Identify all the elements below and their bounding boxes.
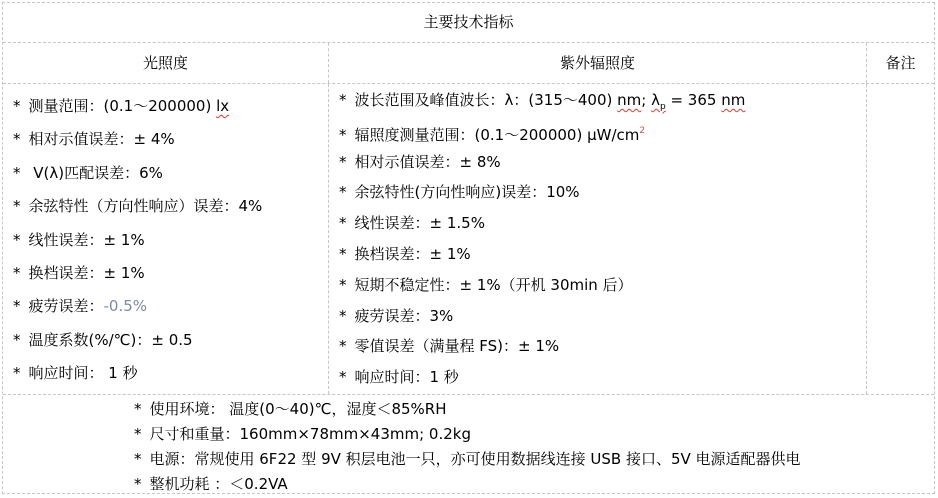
header-cell-illuminance [3, 43, 328, 83]
spec-item-text: 相对示值误差：± 8% [354, 152, 501, 171]
spec-body-row [3, 83, 934, 394]
spec-item-text: 响应时间：1 秒 [354, 368, 459, 387]
spec-item-text: 余弦特性（方向性响应）误差：4% [28, 197, 263, 216]
remarks-column-label: 备注 [885, 54, 916, 72]
bullet-asterisk: * [339, 368, 347, 387]
bullet-asterisk: * [13, 197, 21, 216]
bullet-asterisk: * [339, 183, 347, 202]
spec-item [339, 85, 866, 116]
spec-item-text: 电源：常规使用 6F22 型 9V 积层电池一只，亦可使用数据线连接 USB 接口、5V 电源适配器供电 [149, 450, 801, 468]
page-title: 主要技术指标 [423, 13, 514, 31]
bullet-asterisk: * [13, 297, 21, 316]
spec-item-text: 尺寸和重量：160mm×78mm×43mm; 0.2kg [149, 425, 471, 443]
spec-item-text: 短期不稳定性：± 1%（开机 30min 后） [354, 275, 633, 294]
spec-item [339, 331, 866, 362]
spec-item-text: lx [216, 97, 230, 115]
general-spec-row [3, 394, 934, 493]
general-spec-list [3, 395, 934, 497]
spec-item [134, 447, 934, 472]
spec-item-text: nm [617, 91, 642, 109]
header-cell-remarks [866, 43, 934, 83]
bullet-asterisk: * [339, 337, 347, 356]
spec-item [339, 239, 866, 270]
bullet-asterisk: * [13, 330, 21, 349]
table-title-row [3, 3, 934, 42]
spec-item-text: λ [651, 91, 660, 109]
uv-cell [328, 84, 866, 394]
spec-item-text: 温度系数(%/℃)：± 0.5 [28, 330, 193, 349]
uv-spec-list [329, 84, 866, 393]
spec-item [134, 422, 934, 447]
spec-item [13, 224, 328, 257]
bullet-asterisk: * [339, 91, 347, 109]
spec-item [13, 324, 328, 357]
spec-item-text: p [659, 102, 666, 112]
spec-item [13, 123, 328, 156]
uv-column-label: 紫外辐照度 [559, 54, 635, 72]
bullet-asterisk: * [134, 425, 142, 443]
bullet-asterisk: * [134, 400, 142, 418]
bullet-asterisk: * [339, 214, 347, 233]
spec-item-text: V(λ)匹配误差：6% [28, 163, 163, 182]
spec-item-text: 辐照度测量范围：(0.1～200000) μW/cm [354, 125, 640, 144]
spec-item-text: nm [721, 91, 746, 109]
spec-item [13, 90, 328, 123]
bullet-asterisk: * [339, 275, 347, 294]
spec-item-text: 测量范围：(0.1～200000) [28, 97, 217, 115]
illuminance-spec-list [3, 84, 328, 391]
remarks-cell [866, 84, 934, 394]
illuminance-column-label: 光照度 [142, 54, 188, 72]
spec-item-text: 疲劳误差： [28, 297, 104, 316]
spec-item-text: 波长范围及峰值波长：λ：(315～400) [354, 91, 618, 109]
spec-item [13, 157, 328, 190]
spec-item [339, 301, 866, 332]
bullet-asterisk: * [339, 125, 347, 144]
spec-item-text: 2 [639, 125, 646, 136]
spec-item-text: 零值误差（满量程 FS)：± 1% [354, 337, 560, 356]
illuminance-cell [3, 84, 328, 394]
spec-item-text: 使用环境： 温度(0～40)℃，湿度＜85%RH [149, 400, 447, 418]
spec-item [339, 208, 866, 239]
spec-item-text: 相对示值误差：± 4% [28, 130, 175, 149]
spec-item-text: 整机功耗 ：＜0.2VA [149, 475, 288, 493]
bullet-asterisk: * [134, 475, 142, 493]
bullet-asterisk: * [134, 450, 142, 468]
bullet-asterisk: * [339, 306, 347, 325]
spec-item-text: 响应时间： 1 秒 [28, 364, 138, 383]
header-cell-uv [328, 43, 866, 83]
spec-item [13, 357, 328, 390]
spec-item [13, 290, 328, 323]
spec-table [2, 2, 935, 494]
bullet-asterisk: * [339, 152, 347, 171]
spec-item-text: ; [641, 91, 652, 109]
spec-item-text: 余弦特性(方向性响应)误差：10% [354, 183, 580, 202]
bullet-asterisk: * [13, 263, 21, 282]
bullet-asterisk: * [13, 130, 21, 149]
spec-item [134, 472, 934, 497]
spec-item [339, 270, 866, 301]
bullet-asterisk: * [13, 230, 21, 249]
spec-item-text: 换档误差：± 1% [354, 244, 471, 263]
spec-item [339, 116, 866, 147]
bullet-asterisk: * [13, 364, 21, 383]
spec-item-text: = 365 [665, 91, 722, 109]
spec-item [339, 147, 866, 178]
column-header-row [3, 42, 934, 83]
spec-item-text: 线性误差：± 1% [28, 230, 145, 249]
spec-item [339, 177, 866, 208]
spec-item-text: 线性误差：± 1.5% [354, 214, 485, 233]
spec-item [13, 190, 328, 223]
spec-item-text: 疲劳误差：3% [354, 306, 454, 325]
spec-item-text: -0.5% [103, 297, 148, 316]
bullet-asterisk: * [339, 244, 347, 263]
spec-item [13, 257, 328, 290]
spec-item [339, 362, 866, 393]
spec-item-text: 换档误差：± 1% [28, 263, 145, 282]
bullet-asterisk: * [13, 163, 21, 182]
bullet-asterisk: * [13, 97, 21, 115]
spec-item [134, 397, 934, 422]
